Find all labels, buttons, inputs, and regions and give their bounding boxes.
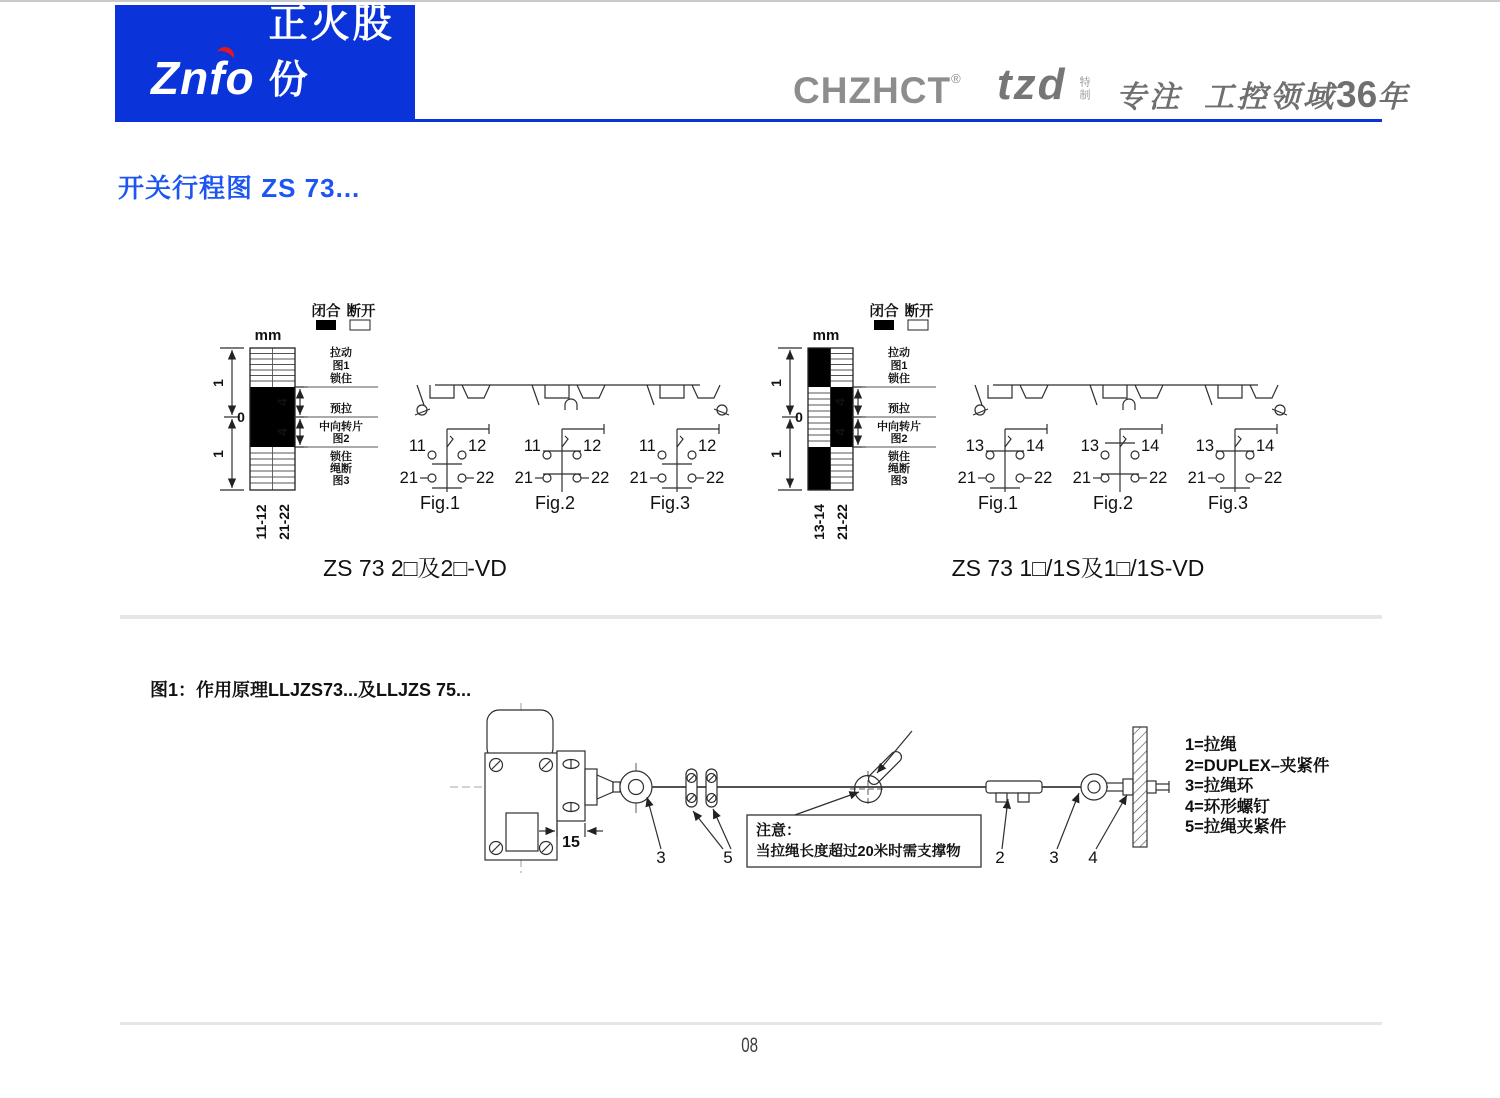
svg-text:13: 13	[1195, 437, 1214, 455]
svg-text:图3: 图3	[332, 475, 350, 487]
page-number: 08	[741, 1034, 759, 1057]
svg-text:图3: 图3	[890, 475, 908, 487]
column-label-2: 21-22	[276, 504, 292, 540]
legend-open-label: 断开	[346, 304, 376, 320]
svg-text:中向转片: 中向转片	[319, 421, 363, 433]
svg-text:4: 4	[832, 428, 848, 436]
svg-text:1: 1	[768, 450, 784, 458]
svg-text:锁住: 锁住	[888, 451, 910, 463]
registered-mark: ®	[951, 71, 962, 86]
model-caption-right: ZS 73 1□/1S及1□/1S-VD	[951, 555, 1205, 581]
legend-closed-swatch	[316, 320, 336, 330]
callout-3-left: 3	[656, 848, 666, 867]
header-brand: CHZHCT®	[793, 70, 962, 111]
state-legend	[870, 302, 934, 330]
legend-closed-label: 闭合	[311, 304, 341, 320]
travel-scale	[250, 348, 295, 490]
unit-label: mm	[812, 327, 840, 344]
svg-text:断开: 断开	[904, 304, 934, 320]
unit-label: mm	[254, 327, 282, 344]
contact-diagram-fig3	[1188, 424, 1283, 513]
zone-labels	[304, 345, 378, 487]
contact-diagram-fig3	[630, 424, 725, 513]
svg-text:拉动: 拉动	[888, 347, 910, 359]
svg-text:21: 21	[1187, 469, 1206, 487]
svg-text:锁住: 锁住	[330, 373, 352, 385]
svg-text:22: 22	[591, 469, 610, 487]
rope-support-hook	[850, 731, 912, 807]
svg-text:15: 15	[562, 834, 580, 851]
pull-cord-switch-body	[485, 710, 620, 860]
logo-chinese: 正火股份	[268, 3, 395, 102]
contact-diagram-fig1	[958, 424, 1053, 513]
cam-profile-fig3	[647, 385, 729, 415]
wall-hatched	[1133, 727, 1147, 847]
svg-text:14: 14	[1141, 437, 1160, 455]
svg-text:Fig.3: Fig.3	[649, 493, 691, 513]
legend-open-swatch	[908, 320, 928, 330]
svg-text:图2: 图2	[890, 433, 908, 445]
rope-clamps	[686, 769, 717, 807]
rope-ring-at-switch	[620, 763, 652, 813]
contact-diagram-fig1	[400, 424, 495, 513]
cam-mechanism	[415, 385, 729, 415]
footer-rule	[120, 1022, 1382, 1025]
principle-drawing	[440, 685, 1180, 900]
rope-ring-at-wall	[1081, 774, 1107, 800]
svg-text:Fig.2: Fig.2	[1092, 493, 1134, 513]
dim-bottom: 1	[210, 450, 226, 458]
svg-text:21: 21	[629, 469, 648, 487]
svg-text:13: 13	[965, 437, 984, 455]
column-label-1: 11-12	[253, 504, 269, 540]
svg-text:22: 22	[476, 469, 495, 487]
svg-text:12: 12	[698, 437, 717, 455]
section-divider	[120, 615, 1382, 619]
contact-diagram-fig2	[1073, 424, 1168, 513]
svg-text:11: 11	[638, 437, 656, 455]
figure1-parts-legend	[1185, 735, 1329, 838]
svg-text:12: 12	[583, 437, 602, 455]
svg-text:图1: 图1	[332, 360, 350, 372]
svg-text:21: 21	[1072, 469, 1091, 487]
svg-text:绳断: 绳断	[888, 463, 910, 475]
window-top-edge	[0, 0, 1500, 2]
duplex-clamp	[986, 781, 1042, 802]
travel-diagram-right	[768, 292, 1298, 602]
note-title: 注意：	[756, 822, 802, 839]
svg-text:中向转片: 中向转片	[877, 421, 921, 433]
travel-scale	[808, 348, 853, 490]
svg-text:11: 11	[408, 437, 426, 455]
model-caption-left: ZS 73 2□及2□-VD	[323, 555, 507, 581]
cam-mechanism	[973, 385, 1287, 415]
closed-zone-1314-bottom	[808, 447, 831, 490]
cam-profile-fig2	[532, 385, 605, 410]
company-logo	[115, 5, 415, 121]
callout-3-right: 3	[1049, 848, 1059, 867]
svg-text:Fig.2: Fig.2	[534, 493, 576, 513]
svg-text:21: 21	[514, 469, 533, 487]
legend-item-3: 3=拉绳环	[1185, 777, 1254, 795]
dim-upper: 4	[274, 398, 290, 406]
closed-zone-2122-middle	[831, 387, 854, 447]
svg-text:图2: 图2	[332, 433, 350, 445]
column-label-2: 21-22	[834, 504, 850, 540]
legend-item-5: 5=拉绳夹紧件	[1185, 818, 1287, 836]
svg-text:22: 22	[1264, 469, 1283, 487]
closed-zone-1314-top	[808, 348, 831, 387]
column-label-1: 13-14	[811, 504, 827, 540]
svg-text:1: 1	[768, 379, 784, 387]
svg-text:0: 0	[795, 409, 803, 425]
svg-text:21: 21	[399, 469, 418, 487]
dim-zero: 0	[237, 409, 245, 425]
figure1-caption: 图1：作用原理LLJZS73...及LLJZS 75...	[150, 680, 472, 700]
legend-item-4: 4=环形螺钉	[1185, 797, 1270, 816]
svg-text:22: 22	[1034, 469, 1053, 487]
svg-text:12: 12	[468, 437, 487, 455]
cam-profile-fig2	[1090, 385, 1163, 410]
note-text: 当拉绳长度超过20米时需支撑物	[756, 844, 961, 860]
closed-zone-both-contacts	[250, 387, 295, 447]
logo-latin: Znfo	[151, 51, 255, 105]
state-legend	[312, 302, 376, 330]
svg-text:锁住: 锁住	[330, 451, 352, 463]
svg-text:14: 14	[1026, 437, 1045, 455]
header-sub-brand: tzd	[997, 60, 1067, 109]
svg-text:22: 22	[1149, 469, 1168, 487]
zone-labels	[862, 345, 936, 487]
svg-text:闭合: 闭合	[869, 304, 899, 320]
callout-5: 5	[723, 848, 733, 867]
header-slogan: 专注 工控领域36年	[1116, 74, 1411, 115]
svg-text:拉动: 拉动	[330, 347, 352, 359]
legend-item-1: 1=拉绳	[1185, 736, 1237, 754]
svg-text:14: 14	[1256, 437, 1275, 455]
cam-profile-fig1	[415, 385, 490, 415]
dim-top: 1	[210, 379, 226, 387]
page-title: 开关行程图 ZS 73...	[118, 173, 361, 203]
callout-4: 4	[1088, 848, 1098, 867]
svg-text:锁住: 锁住	[888, 373, 910, 385]
svg-text:11: 11	[523, 437, 541, 455]
svg-text:13: 13	[1080, 437, 1099, 455]
svg-text:绳断: 绳断	[330, 463, 352, 475]
legend-closed-swatch	[874, 320, 894, 330]
dim-lower: 4	[274, 428, 290, 436]
svg-text:21: 21	[957, 469, 976, 487]
cam-profile-fig1	[973, 385, 1048, 415]
header-sub-brand-tag: 特制	[1078, 76, 1090, 102]
svg-text:图1: 图1	[890, 360, 908, 372]
svg-text:预拉: 预拉	[330, 403, 352, 415]
svg-text:4: 4	[832, 398, 848, 406]
callout-2: 2	[995, 848, 1005, 867]
note-box	[747, 792, 981, 867]
legend-item-2: 2=DUPLEX–夹紧件	[1185, 756, 1330, 775]
note-leader-line	[792, 792, 859, 816]
contact-diagram-fig2	[515, 424, 610, 513]
svg-text:预拉: 预拉	[888, 403, 910, 415]
legend-open-swatch	[350, 320, 370, 330]
eye-bolt-and-wall	[1107, 727, 1169, 847]
svg-text:Fig.1: Fig.1	[419, 493, 461, 513]
travel-diagram-left	[210, 292, 740, 602]
svg-text:22: 22	[706, 469, 725, 487]
svg-text:Fig.1: Fig.1	[977, 493, 1019, 513]
svg-text:Fig.3: Fig.3	[1207, 493, 1249, 513]
cam-profile-fig3	[1205, 385, 1287, 415]
